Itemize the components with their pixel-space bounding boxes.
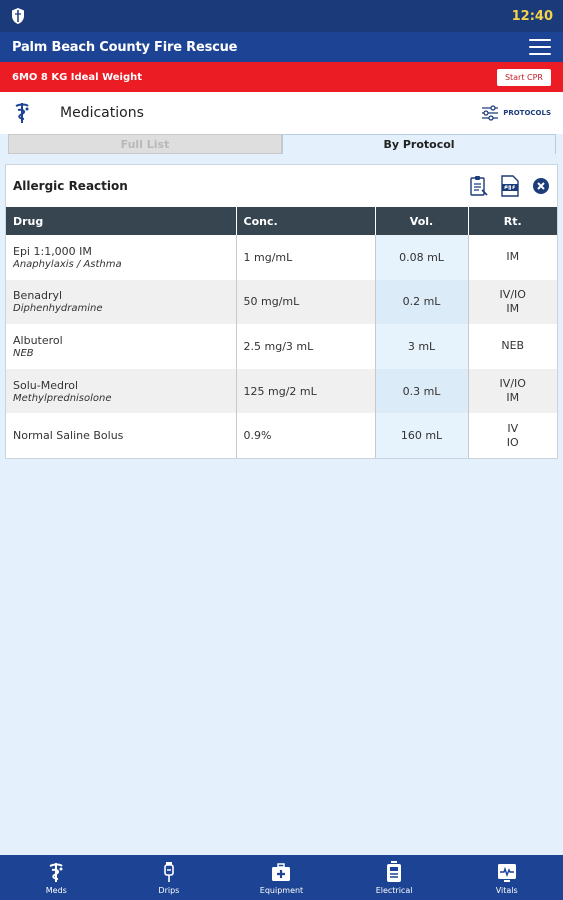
route-cell — [468, 324, 557, 369]
nav-drips[interactable] — [113, 855, 226, 900]
nav-label: Drips — [158, 885, 180, 895]
table-row[interactable] — [6, 324, 557, 369]
table-row[interactable] — [6, 235, 557, 280]
drug-subtitle: Methylprednisolone — [13, 392, 112, 404]
route-primary: IV — [507, 421, 519, 435]
route-cell — [468, 280, 557, 325]
drug-subtitle: Diphenhydramine — [13, 303, 103, 315]
weight-bar — [0, 62, 563, 92]
route-secondary: IO — [506, 435, 519, 449]
column-header-rt: Rt. — [468, 207, 557, 235]
drug-name: Benadryl — [13, 289, 63, 303]
table-row[interactable] — [6, 280, 557, 325]
medkit-icon — [270, 861, 292, 883]
document-icon[interactable] — [470, 175, 488, 197]
route-secondary: IM — [506, 301, 520, 315]
nav-label: Electrical — [375, 885, 413, 895]
drug-name: Normal Saline Bolus — [13, 428, 124, 442]
protocols-label: PROTOCOLS — [503, 109, 551, 117]
nav-label: Equipment — [259, 885, 304, 895]
volume-cell: 0.2 mL — [375, 280, 468, 325]
concentration-cell: 50 mg/mL — [236, 280, 375, 325]
page-header — [0, 92, 563, 134]
protocols-button[interactable] — [481, 105, 551, 121]
close-icon[interactable] — [532, 177, 550, 195]
concentration-cell: 0.9% — [236, 413, 375, 458]
volume-cell: 0.08 mL — [375, 235, 468, 280]
page-title: Medications — [60, 105, 144, 121]
column-header-vol: Vol. — [375, 207, 468, 235]
sliders-icon — [481, 105, 499, 121]
app-title: Palm Beach County Fire Rescue — [12, 39, 238, 55]
menu-icon[interactable] — [529, 39, 551, 55]
status-time: 12:40 — [511, 8, 553, 24]
volume-cell: 160 mL — [375, 413, 468, 458]
volume-cell: 3 mL — [375, 324, 468, 369]
nav-electrical[interactable] — [338, 855, 451, 900]
drug-cell — [6, 413, 236, 458]
drug-cell — [6, 324, 236, 369]
route-secondary: IM — [506, 391, 520, 405]
nav-label: Vitals — [495, 885, 518, 895]
drug-cell — [6, 235, 236, 280]
concentration-cell: 125 mg/2 mL — [236, 369, 375, 414]
tab-by-protocol[interactable]: By Protocol — [282, 134, 556, 154]
route-cell — [468, 369, 557, 414]
volume-cell: 0.3 mL — [375, 369, 468, 414]
view-tabs — [8, 134, 556, 154]
nav-vitals[interactable] — [450, 855, 563, 900]
nav-meds[interactable] — [0, 855, 113, 900]
monitor-icon — [496, 861, 518, 883]
app-bar — [0, 32, 563, 62]
table-row[interactable] — [6, 369, 557, 414]
route-primary: IV/IO — [499, 377, 526, 391]
iv-drip-icon — [158, 861, 180, 883]
drug-cell — [6, 280, 236, 325]
drug-subtitle: Anaphylaxis / Asthma — [13, 258, 122, 270]
route-cell — [468, 413, 557, 458]
protocol-card — [5, 164, 558, 459]
start-cpr-button[interactable]: Start CPR — [497, 69, 551, 86]
ideal-weight-text: 6MO 8 KG Ideal Weight — [12, 71, 143, 83]
shield-icon — [10, 7, 26, 25]
table-row[interactable] — [6, 413, 557, 458]
route-primary: IM — [506, 250, 520, 264]
protocol-title: Allergic Reaction — [13, 179, 128, 193]
medication-table — [6, 207, 557, 458]
route-primary: IV/IO — [499, 287, 526, 301]
drug-name: Epi 1:1,000 IM — [13, 244, 92, 258]
status-bar — [0, 0, 563, 32]
concentration-cell: 2.5 mg/3 mL — [236, 324, 375, 369]
nav-label: Meds — [45, 885, 67, 895]
route-cell — [468, 235, 557, 280]
drug-name: Solu-Medrol — [13, 378, 79, 392]
caduceus-icon — [12, 101, 32, 125]
caduceus-icon — [45, 861, 67, 883]
column-header-drug: Drug — [6, 207, 236, 235]
nav-equipment[interactable] — [225, 855, 338, 900]
concentration-cell: 1 mg/mL — [236, 235, 375, 280]
drug-subtitle: NEB — [13, 347, 34, 359]
defibrillator-icon — [383, 861, 405, 883]
table-header-row — [6, 207, 557, 235]
tab-full-list[interactable]: Full List — [8, 134, 282, 154]
drug-name: Albuterol — [13, 333, 63, 347]
bottom-nav — [0, 855, 563, 900]
column-header-conc: Conc. — [236, 207, 375, 235]
pdf-icon[interactable] — [500, 175, 520, 197]
drug-cell — [6, 369, 236, 414]
card-header — [6, 165, 557, 207]
route-primary: NEB — [501, 339, 525, 353]
